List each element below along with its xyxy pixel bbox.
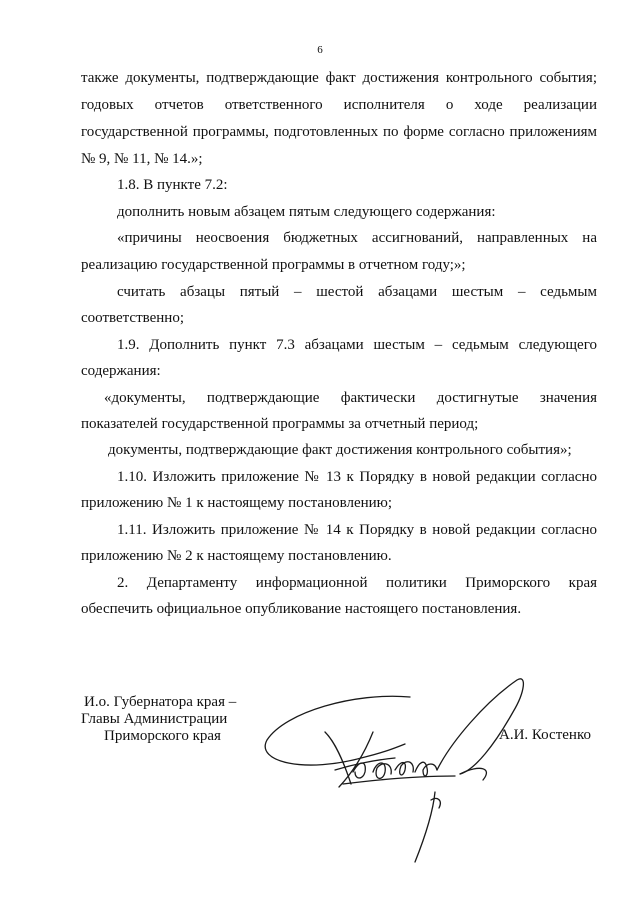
body-line: считать абзацы пятый – шестой абзацами шестым – седьмым	[117, 284, 597, 300]
body-line: годовых отчетов ответственного исполнителя о ходе реализации	[81, 97, 597, 113]
signatory-position-line3: Приморского края	[104, 728, 221, 744]
body-line: 1.9. Дополнить пункт 7.3 абзацами шестым – седьмым следующего	[117, 337, 597, 353]
body-line: «причины неосвоения бюджетных ассигнований, направленных на	[117, 230, 597, 246]
body-line: также документы, подтверждающие факт достижения контрольного события;	[81, 70, 597, 86]
body-line: дополнить новым абзацем пятым следующего содержания:	[117, 204, 496, 220]
body-line: показателей государственной программы за отчетный период;	[81, 416, 479, 432]
body-line: соответственно;	[81, 310, 184, 326]
body-line: реализацию государственной программы в отчетном году;»;	[81, 257, 466, 273]
signatory-name: А.И. Костенко	[499, 727, 591, 743]
body-line: приложению № 1 к настоящему постановлению;	[81, 495, 393, 511]
signatory-position-line2: Главы Администрации	[81, 711, 228, 727]
body-line: 1.8. В пункте 7.2:	[117, 177, 228, 193]
body-line: 2. Департаменту информационной политики Приморского края	[117, 575, 597, 591]
body-line: 1.11. Изложить приложение № 14 к Порядку в новой редакции согласно	[117, 522, 597, 538]
body-line: документы, подтверждающие факт достижения контрольного события»;	[108, 442, 572, 458]
body-line: «документы, подтверждающие фактически достигнутые значения	[104, 390, 597, 406]
body-line: 1.10. Изложить приложение № 13 к Порядку в новой редакции согласно	[117, 469, 597, 485]
body-line: приложению № 2 к настоящему постановлению.	[81, 548, 392, 564]
body-line: обеспечить официальное опубликование настоящего постановления.	[81, 601, 522, 617]
signatory-position-line1: И.о. Губернатора края –	[84, 694, 237, 710]
body-line: государственной программы, подготовленных по форме согласно приложениям	[81, 124, 597, 140]
body-line: № 9, № 11, № 14.»;	[81, 151, 203, 167]
handwritten-signature	[255, 672, 555, 872]
page-number: 6	[317, 44, 323, 56]
body-line: содержания:	[81, 363, 161, 379]
